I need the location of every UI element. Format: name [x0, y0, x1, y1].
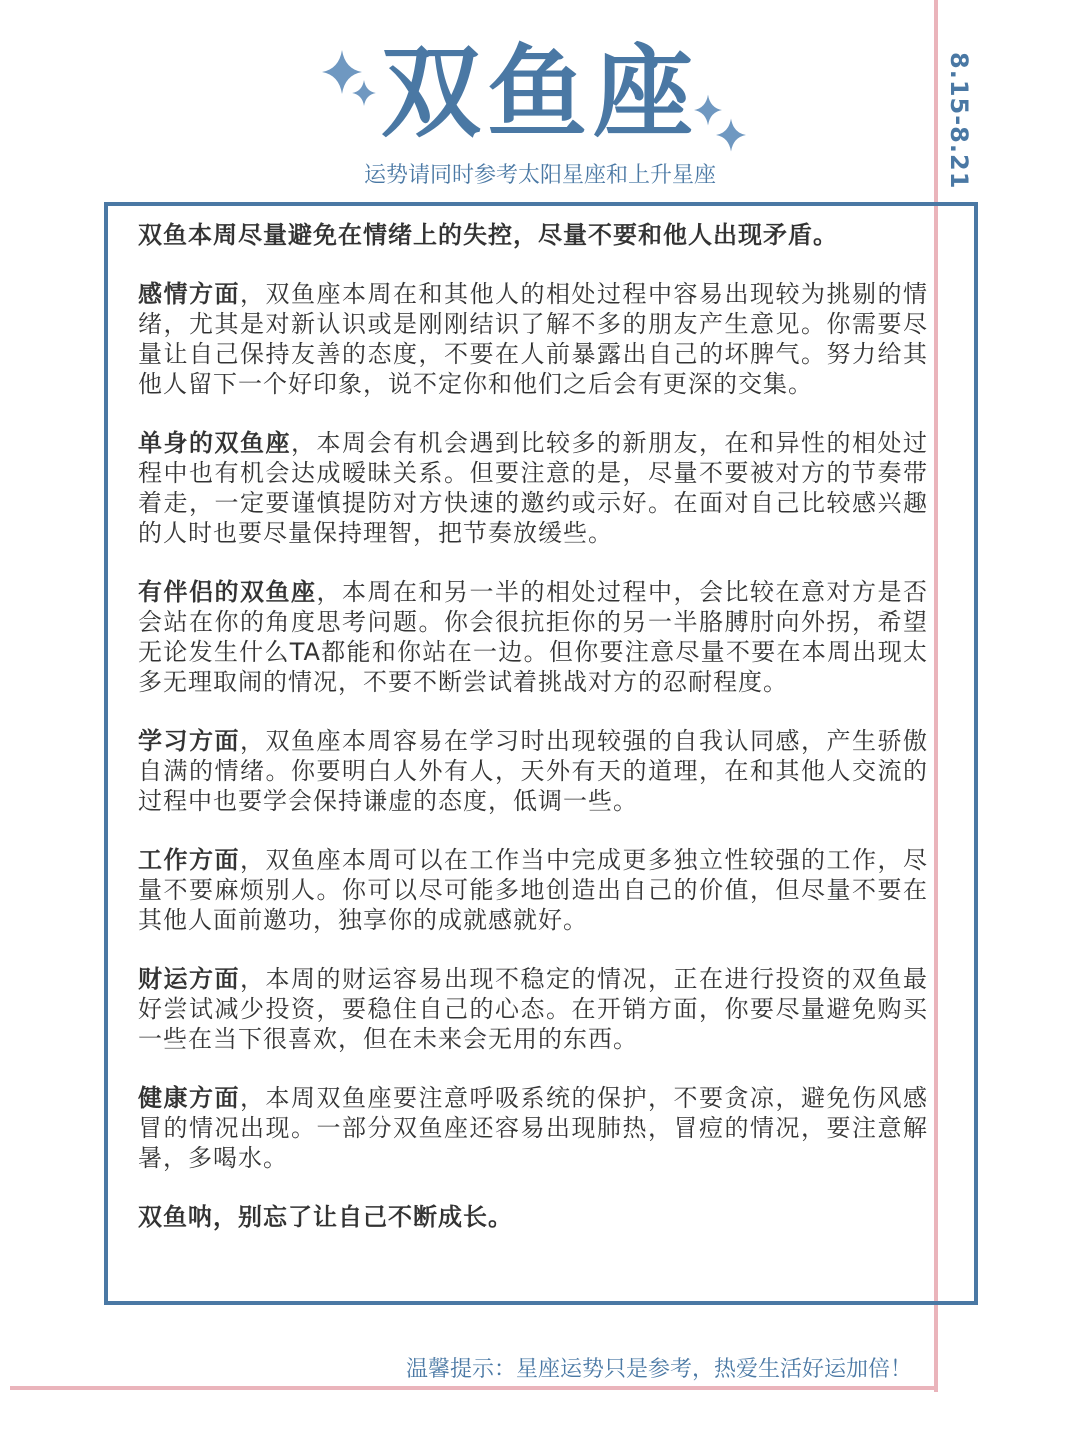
section-text: ，双鱼座本周容易在学习时出现较强的自我认同感，产生骄傲自满的情绪。你要明白人外有人，天外有天的道理，在和其他人交流的过程中也要学会保持谦虚的态度，低调一些。 [138, 727, 928, 815]
section-text: ，双鱼座本周可以在工作当中完成更多独立性较强的工作，尽量不要麻烦别人。你可以尽可能多地创造出自己的价值，但尽量不要在其他人面前邀功，独享你的成就感就好。 [138, 846, 928, 934]
content-box [104, 202, 978, 1305]
section-single [138, 428, 928, 548]
section-text: ，本周双鱼座要注意呼吸系统的保护，不要贪凉，避免伤风感冒的情况出现。一部分双鱼座还容易出现肺热，冒痘的情况，要注意解暑，多喝水。 [138, 1084, 928, 1172]
section-study [138, 726, 928, 816]
section-text: ，双鱼座本周在和其他人的相处过程中容易出现较为挑剔的情绪，尤其是对新认识或是刚刚结识了解不多的朋友产生意见。你需要尽量让自己保持友善的态度，不要在人前暴露出自己的坏脾气。努力给其他人留下一个好印象，说不定你和他们之后会有更深的交集。 [138, 280, 928, 398]
section-lead: 有伴侣的双鱼座 [138, 578, 317, 606]
section-lead: 健康方面 [138, 1084, 240, 1112]
section-lead: 工作方面 [138, 846, 240, 874]
date-range: 8.15-8.21 [945, 52, 973, 190]
section-wealth [138, 964, 928, 1054]
section-love [138, 279, 928, 399]
section-partnered [138, 577, 928, 697]
section-text: ，本周在和另一半的相处过程中，会比较在意对方是否会站在你的角度思考问题。你会很抗拒你的另一半胳膊肘向外拐，希望无论发生什么TA都能和你站在一边。但你要注意尽量不要在本周出现太多无理取闹的情况，不要不断尝试着挑战对方的忍耐程度。 [138, 578, 928, 696]
frame-line-horizontal [10, 1386, 938, 1390]
closing-text: 双鱼呐，别忘了让自己不断成长。 [138, 1203, 513, 1231]
section-text: ，本周的财运容易出现不稳定的情况，正在进行投资的双鱼最好尝试减少投资，要稳住自己的心态。在开销方面，你要尽量避免购买一些在当下很喜欢，但在未来会无用的东西。 [138, 965, 928, 1053]
page-title: 双鱼座 [381, 34, 699, 151]
horoscope-content [138, 220, 928, 1261]
section-lead: 单身的双鱼座 [138, 429, 291, 457]
section-lead: 学习方面 [138, 727, 240, 755]
section-text: ，本周会有机会遇到比较多的新朋友，在和异性的相处过程中也有机会达成暧昧关系。但要注意的是，尽量不要被对方的节奏带着走，一定要谨慎提防对方快速的邀约或示好。在面对自己比较感兴趣的人时也要尽量保持理智，把节奏放缓些。 [138, 429, 928, 547]
footer-tip: 温馨提示：星座运势只是参考，热爱生活好运加倍！ [405, 1357, 912, 1382]
page-subtitle: 运势请同时参考太阳星座和上升星座 [363, 163, 716, 188]
intro-text: 双鱼本周尽量避免在情绪上的失控，尽量不要和他人出现矛盾。 [138, 221, 838, 249]
section-work [138, 845, 928, 935]
section-lead: 感情方面 [138, 280, 240, 308]
section-health [138, 1083, 928, 1173]
section-lead: 财运方面 [138, 965, 240, 993]
